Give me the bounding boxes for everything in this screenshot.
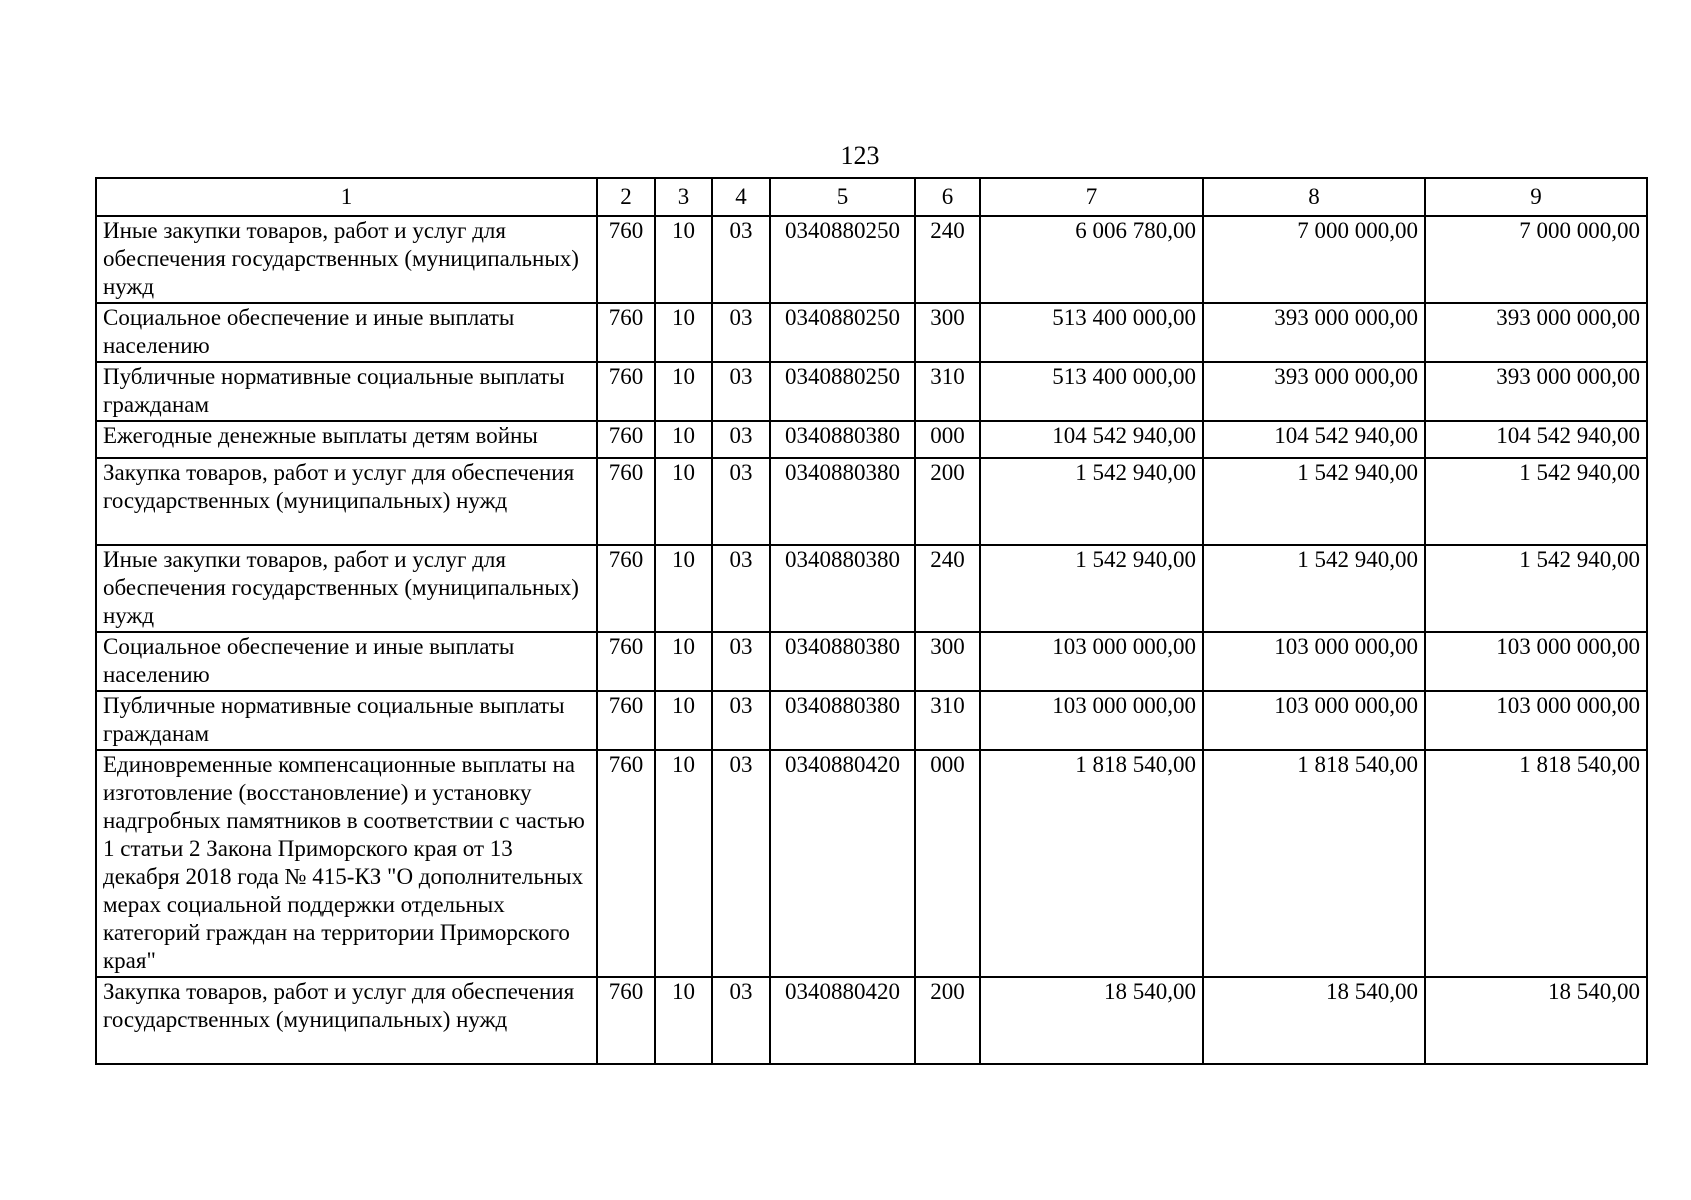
expense-name: Единовременные компенсационные выплаты на изготовление (восстановление) и установку надгробных памятников в соответствии с частью 1 статьи 2 Закона Приморского края от 13 декабря 2018 года № 415-КЗ "О дополнительных мерах социальной поддержки отдельных категорий граждан на территории Приморского края" <box>96 750 597 977</box>
amount-col-8: 18 540,00 <box>1203 977 1425 1064</box>
section-code: 10 <box>655 421 712 458</box>
target-article-code: 0340880380 <box>770 545 915 632</box>
ministry-code: 760 <box>597 362 655 421</box>
expense-type-code: 310 <box>915 691 980 750</box>
column-header-8: 8 <box>1203 178 1425 216</box>
expense-type-code: 300 <box>915 632 980 691</box>
table-row <box>96 977 1647 1064</box>
amount-col-7: 104 542 940,00 <box>980 421 1203 458</box>
expense-name: Закупка товаров, работ и услуг для обеспечения государственных (муниципальных) нужд <box>96 458 597 545</box>
amount-col-7: 513 400 000,00 <box>980 303 1203 362</box>
column-number-row <box>96 178 1647 216</box>
subsection-code: 03 <box>712 303 770 362</box>
target-article-code: 0340880380 <box>770 632 915 691</box>
table-row <box>96 691 1647 750</box>
table-row <box>96 303 1647 362</box>
expense-name: Социальное обеспечение и иные выплаты населению <box>96 303 597 362</box>
table-row <box>96 632 1647 691</box>
section-code: 10 <box>655 691 712 750</box>
ministry-code: 760 <box>597 421 655 458</box>
column-header-3: 3 <box>655 178 712 216</box>
expense-name: Иные закупки товаров, работ и услуг для обеспечения государственных (муниципальных) нужд <box>96 545 597 632</box>
amount-col-9: 7 000 000,00 <box>1425 216 1647 303</box>
amount-col-8: 103 000 000,00 <box>1203 691 1425 750</box>
expense-name: Публичные нормативные социальные выплаты гражданам <box>96 691 597 750</box>
ministry-code: 760 <box>597 691 655 750</box>
target-article-code: 0340880250 <box>770 362 915 421</box>
expense-name: Публичные нормативные социальные выплаты гражданам <box>96 362 597 421</box>
section-code: 10 <box>655 632 712 691</box>
table-row <box>96 545 1647 632</box>
subsection-code: 03 <box>712 216 770 303</box>
amount-col-9: 393 000 000,00 <box>1425 303 1647 362</box>
expense-type-code: 240 <box>915 216 980 303</box>
amount-col-9: 1 542 940,00 <box>1425 458 1647 545</box>
amount-col-9: 1 818 540,00 <box>1425 750 1647 977</box>
column-header-4: 4 <box>712 178 770 216</box>
subsection-code: 03 <box>712 977 770 1064</box>
expense-type-code: 000 <box>915 750 980 977</box>
ministry-code: 760 <box>597 216 655 303</box>
subsection-code: 03 <box>712 750 770 977</box>
target-article-code: 0340880380 <box>770 691 915 750</box>
ministry-code: 760 <box>597 545 655 632</box>
section-code: 10 <box>655 458 712 545</box>
expense-type-code: 310 <box>915 362 980 421</box>
page-number: 123 <box>840 141 880 170</box>
column-header-6: 6 <box>915 178 980 216</box>
table-row <box>96 458 1647 545</box>
amount-col-8: 393 000 000,00 <box>1203 303 1425 362</box>
table-row <box>96 362 1647 421</box>
amount-col-9: 103 000 000,00 <box>1425 632 1647 691</box>
amount-col-7: 1 542 940,00 <box>980 458 1203 545</box>
amount-col-9: 393 000 000,00 <box>1425 362 1647 421</box>
subsection-code: 03 <box>712 362 770 421</box>
column-header-9: 9 <box>1425 178 1647 216</box>
expense-name: Иные закупки товаров, работ и услуг для обеспечения государственных (муниципальных) нужд <box>96 216 597 303</box>
target-article-code: 0340880250 <box>770 216 915 303</box>
expense-type-code: 240 <box>915 545 980 632</box>
expense-name: Социальное обеспечение и иные выплаты населению <box>96 632 597 691</box>
subsection-code: 03 <box>712 691 770 750</box>
target-article-code: 0340880380 <box>770 458 915 545</box>
section-code: 10 <box>655 303 712 362</box>
ministry-code: 760 <box>597 458 655 545</box>
amount-col-7: 6 006 780,00 <box>980 216 1203 303</box>
ministry-code: 760 <box>597 632 655 691</box>
amount-col-8: 1 542 940,00 <box>1203 545 1425 632</box>
expense-type-code: 300 <box>915 303 980 362</box>
amount-col-8: 393 000 000,00 <box>1203 362 1425 421</box>
amount-col-9: 104 542 940,00 <box>1425 421 1647 458</box>
budget-table <box>95 177 1648 1065</box>
table-row <box>96 421 1647 458</box>
expense-type-code: 200 <box>915 977 980 1064</box>
expense-name: Ежегодные денежные выплаты детям войны <box>96 421 597 458</box>
amount-col-9: 18 540,00 <box>1425 977 1647 1064</box>
subsection-code: 03 <box>712 545 770 632</box>
column-header-5: 5 <box>770 178 915 216</box>
subsection-code: 03 <box>712 421 770 458</box>
amount-col-9: 103 000 000,00 <box>1425 691 1647 750</box>
section-code: 10 <box>655 977 712 1064</box>
table-row <box>96 750 1647 977</box>
expense-type-code: 000 <box>915 421 980 458</box>
section-code: 10 <box>655 545 712 632</box>
amount-col-8: 103 000 000,00 <box>1203 632 1425 691</box>
column-header-1: 1 <box>96 178 597 216</box>
target-article-code: 0340880250 <box>770 303 915 362</box>
section-code: 10 <box>655 216 712 303</box>
amount-col-7: 513 400 000,00 <box>980 362 1203 421</box>
amount-col-8: 7 000 000,00 <box>1203 216 1425 303</box>
table-row <box>96 216 1647 303</box>
amount-col-9: 1 542 940,00 <box>1425 545 1647 632</box>
ministry-code: 760 <box>597 750 655 977</box>
section-code: 10 <box>655 750 712 977</box>
ministry-code: 760 <box>597 977 655 1064</box>
section-code: 10 <box>655 362 712 421</box>
column-header-2: 2 <box>597 178 655 216</box>
subsection-code: 03 <box>712 458 770 545</box>
target-article-code: 0340880420 <box>770 750 915 977</box>
amount-col-7: 18 540,00 <box>980 977 1203 1064</box>
amount-col-7: 1 818 540,00 <box>980 750 1203 977</box>
amount-col-7: 103 000 000,00 <box>980 632 1203 691</box>
subsection-code: 03 <box>712 632 770 691</box>
target-article-code: 0340880380 <box>770 421 915 458</box>
target-article-code: 0340880420 <box>770 977 915 1064</box>
amount-col-7: 103 000 000,00 <box>980 691 1203 750</box>
amount-col-8: 1 818 540,00 <box>1203 750 1425 977</box>
expense-name: Закупка товаров, работ и услуг для обеспечения государственных (муниципальных) нужд <box>96 977 597 1064</box>
expense-type-code: 200 <box>915 458 980 545</box>
column-header-7: 7 <box>980 178 1203 216</box>
amount-col-8: 104 542 940,00 <box>1203 421 1425 458</box>
amount-col-7: 1 542 940,00 <box>980 545 1203 632</box>
ministry-code: 760 <box>597 303 655 362</box>
amount-col-8: 1 542 940,00 <box>1203 458 1425 545</box>
